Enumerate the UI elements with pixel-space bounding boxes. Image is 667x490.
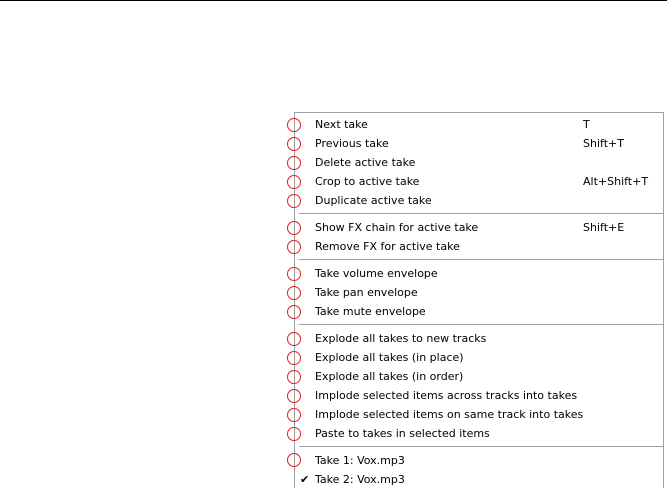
callout-circle-icon (287, 453, 301, 467)
menu-item-label: Remove FX for active take (315, 240, 460, 253)
menu-item-duplicate-active-take[interactable] (295, 192, 663, 211)
menu-item-take-1[interactable] (295, 452, 663, 471)
menu-item-explode-in-order[interactable] (295, 368, 663, 387)
menu-item-label: Show FX chain for active take (315, 221, 479, 234)
menu-item-label: Delete active take (315, 156, 416, 169)
menu-separator (299, 259, 663, 260)
menu-item-label: Take 2: Vox.mp3 (315, 473, 405, 486)
menu-item-label: Explode all takes (in order) (315, 370, 464, 383)
menu-item-shortcut: T (583, 118, 590, 131)
menu-separator (299, 324, 663, 325)
callout-circle-icon (287, 305, 301, 319)
callout-circle-icon (287, 267, 301, 281)
menu-item-paste-to-takes[interactable] (295, 425, 663, 444)
callout-circle-icon (287, 332, 301, 346)
callout-circle-icon (287, 175, 301, 189)
callout-circle-icon (287, 408, 301, 422)
callout-circle-icon (287, 194, 301, 208)
menu-item-take-2[interactable] (295, 471, 663, 490)
callout-circle-icon (287, 427, 301, 441)
menu-item-implode-same-track[interactable] (295, 406, 663, 425)
top-divider (0, 0, 667, 1)
menu-item-crop-to-active-take[interactable] (295, 173, 663, 192)
menu-item-take-pan-envelope[interactable] (295, 284, 663, 303)
menu-item-show-fx-chain[interactable] (295, 219, 663, 238)
menu-item-take-volume-envelope[interactable] (295, 265, 663, 284)
callout-circle-icon (287, 240, 301, 254)
take-context-menu (294, 112, 664, 488)
menu-item-explode-in-place[interactable] (295, 349, 663, 368)
menu-separator (299, 446, 663, 447)
menu-separator (299, 213, 663, 214)
menu-item-label: Take volume envelope (315, 267, 438, 280)
menu-item-shortcut: Alt+Shift+T (583, 175, 649, 188)
menu-item-label: Implode selected items on same track into takes (315, 408, 584, 421)
menu-item-label: Next take (315, 118, 368, 131)
menu-item-implode-across-tracks[interactable] (295, 387, 663, 406)
menu-item-explode-new-tracks[interactable] (295, 330, 663, 349)
menu-item-next-take[interactable] (295, 116, 663, 135)
menu-item-shortcut: Shift+T (583, 137, 624, 150)
callout-circle-icon (287, 137, 301, 151)
menu-item-label: Crop to active take (315, 175, 420, 188)
menu-item-previous-take[interactable] (295, 135, 663, 154)
callout-circle-icon (287, 118, 301, 132)
menu-item-label: Implode selected items across tracks into takes (315, 389, 578, 402)
menu-item-shortcut: Shift+E (583, 221, 625, 234)
menu-item-remove-fx[interactable] (295, 238, 663, 257)
menu-item-label: Duplicate active take (315, 194, 432, 207)
menu-item-label: Take pan envelope (315, 286, 418, 299)
callout-circle-icon (287, 370, 301, 384)
callout-circle-icon (287, 389, 301, 403)
menu-item-label: Explode all takes to new tracks (315, 332, 487, 345)
menu-item-label: Take mute envelope (315, 305, 426, 318)
menu-item-label: Explode all takes (in place) (315, 351, 464, 364)
callout-circle-icon (287, 286, 301, 300)
checkmark-icon: ✔ (300, 473, 310, 486)
callout-circle-icon (287, 351, 301, 365)
menu-item-label: Take 1: Vox.mp3 (315, 454, 405, 467)
menu-item-label: Previous take (315, 137, 389, 150)
callout-circle-icon (287, 221, 301, 235)
callout-circle-icon (287, 156, 301, 170)
menu-item-label: Paste to takes in selected items (315, 427, 490, 440)
menu-item-delete-active-take[interactable] (295, 154, 663, 173)
menu-item-take-mute-envelope[interactable] (295, 303, 663, 322)
